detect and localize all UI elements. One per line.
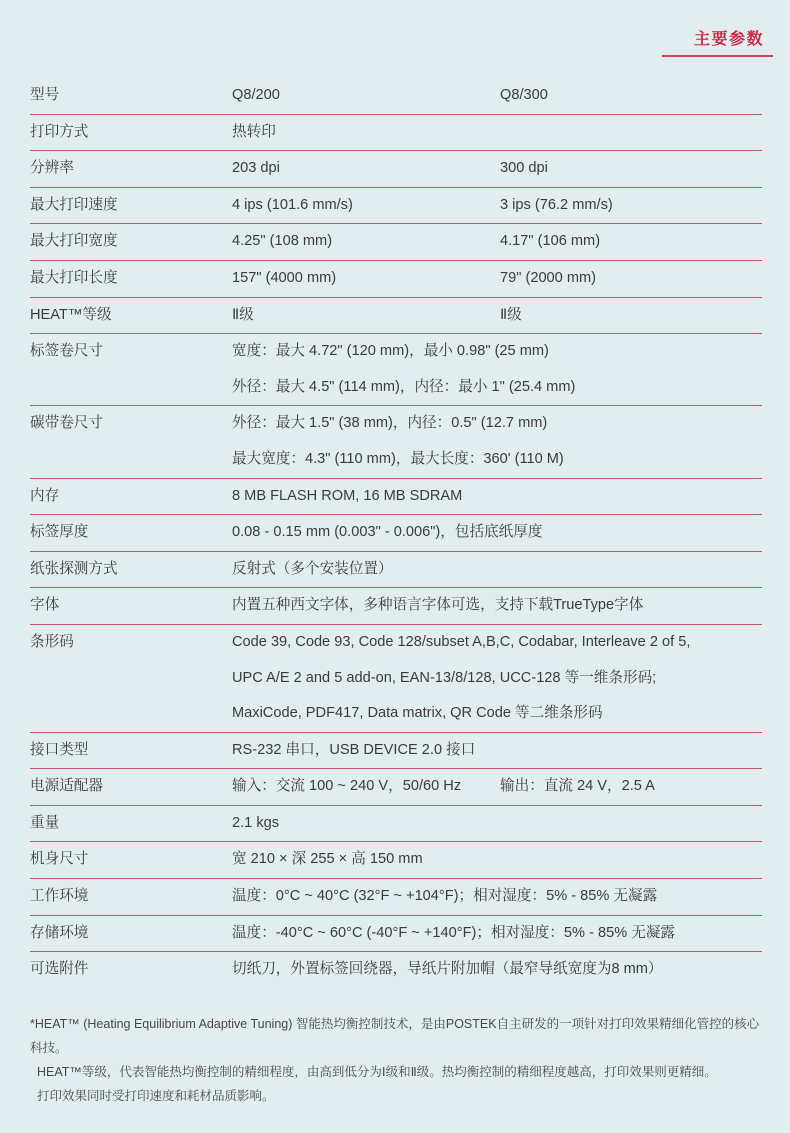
spec-row (30, 952, 762, 988)
spec-values (232, 552, 762, 588)
spec-values (232, 588, 762, 624)
spec-value-col1 (232, 952, 762, 988)
spec-value-line: 79" (2000 mm) (500, 269, 597, 286)
spec-label: 重量 (30, 814, 60, 831)
spec-row (30, 298, 762, 335)
spec-label: 分辨率 (30, 160, 74, 177)
page-title: 主要参数 (693, 31, 764, 48)
spec-value-line: 宽度：最大 4.72" (120 mm)，最小 0.98" (25 mm) (232, 343, 549, 360)
spec-values (232, 625, 762, 732)
spec-label: 条形码 (30, 633, 74, 650)
spec-row (30, 806, 762, 843)
footnote-line: HEAT™等级，代表智能热均衡控制的精细程度，由高到低分为Ⅰ级和Ⅱ级。热均衡控制的精细程度越高，打印效果则更精细。 (37, 1065, 717, 1079)
spec-values (232, 406, 762, 477)
spec-value-line: 反射式（多个安装位置） (232, 560, 393, 577)
spec-values (232, 151, 762, 187)
spec-row (30, 479, 762, 516)
spec-label: 最大打印长度 (30, 269, 118, 286)
spec-label: 最大打印速度 (30, 196, 118, 213)
spec-label: 标签厚度 (30, 524, 89, 541)
spec-value-col2 (500, 298, 762, 334)
spec-value-line: MaxiCode, PDF417, Data matrix, QR Code 等二维条形码 (232, 705, 603, 722)
spec-label: 碳带卷尺寸 (30, 415, 103, 432)
spec-value-line: 内置五种西文字体，多种语言字体可选，支持下载TrueType字体 (232, 597, 644, 614)
spec-value-line: 外径：最大 4.5" (114 mm)，内径：最小 1" (25.4 mm) (232, 378, 576, 395)
spec-value-line: 4 ips (101.6 mm/s) (232, 196, 353, 213)
spec-row (30, 842, 762, 879)
spec-values (232, 515, 762, 551)
spec-value-col2 (500, 78, 762, 114)
spec-value-line: Ⅱ级 (232, 306, 254, 323)
spec-row (30, 151, 762, 188)
spec-values (232, 78, 762, 114)
spec-label: 可选附件 (30, 961, 89, 978)
spec-value-col1 (232, 115, 762, 151)
spec-values (232, 479, 762, 515)
spec-value-line: 300 dpi (500, 160, 548, 177)
spec-value-col1 (232, 406, 762, 477)
spec-value-line: 4.25" (108 mm) (232, 233, 333, 250)
spec-value-line: Q8/200 (232, 87, 280, 103)
spec-row (30, 188, 762, 225)
spec-value-line: 宽 210 × 深 255 × 高 150 mm (232, 851, 423, 868)
spec-value-line: 温度：0°C ~ 40°C (32°F ~ +104°F)；相对湿度：5% - 85% 无凝露 (232, 888, 658, 905)
spec-value-line: Code 39, Code 93, Code 128/subset A,B,C, Codabar, Interleave 2 of 5, (232, 633, 691, 650)
spec-value-col1 (232, 479, 762, 515)
spec-value-line: 8 MB FLASH ROM, 16 MB SDRAM (232, 487, 463, 504)
spec-value-col1 (232, 769, 500, 805)
spec-value-col1 (232, 842, 762, 878)
spec-label: 型号 (30, 87, 60, 103)
spec-values (232, 879, 762, 915)
spec-label: 字体 (30, 597, 60, 614)
spec-values (232, 769, 762, 805)
spec-row (30, 769, 762, 806)
spec-values (232, 806, 762, 842)
spec-values (232, 298, 762, 334)
spec-value-line: UPC A/E 2 and 5 add-on, EAN-13/8/128, UCC-128 等一维条形码; (232, 669, 657, 686)
spec-values (232, 952, 762, 988)
spec-label: 存储环境 (30, 924, 89, 941)
spec-value-col1 (232, 625, 762, 732)
spec-row (30, 261, 762, 298)
spec-value-col1 (232, 261, 500, 297)
spec-label: 电源适配器 (30, 778, 103, 795)
spec-value-col1 (232, 588, 762, 624)
spec-value-col2 (500, 769, 762, 805)
spec-value-line: 203 dpi (232, 160, 280, 177)
spec-value-line: 157" (4000 mm) (232, 269, 337, 286)
spec-value-line: 外径：最大 1.5" (38 mm)，内径：0.5" (12.7 mm) (232, 415, 548, 432)
spec-label: 最大打印宽度 (30, 233, 118, 250)
footnotes (30, 1012, 770, 1108)
spec-label: 标签卷尺寸 (30, 343, 103, 360)
spec-value-col1 (232, 806, 762, 842)
spec-value-col2 (500, 224, 762, 260)
spec-values (232, 733, 762, 769)
spec-value-col1 (232, 151, 500, 187)
footnote-line: *HEAT™ (Heating Equilibrium Adaptive Tuning) 智能热均衡控制技术，是由POSTEK自主研发的一项针对打印效果精细化管控的核心科技。 (30, 1017, 760, 1055)
spec-value-line: 0.08 - 0.15 mm (0.003" - 0.006")，包括底纸厚度 (232, 524, 543, 541)
spec-value-col1 (232, 188, 500, 224)
spec-values (232, 188, 762, 224)
spec-value-line: 切纸刀，外置标签回绕器，导纸片附加帽（最窄导纸宽度为8 mm） (232, 961, 663, 978)
spec-row (30, 78, 762, 115)
spec-value-col1 (232, 733, 762, 769)
spec-label: 接口类型 (30, 741, 89, 758)
spec-label: 打印方式 (30, 123, 89, 140)
spec-row (30, 115, 762, 152)
spec-value-col1 (232, 78, 500, 114)
spec-value-line: 最大宽度：4.3" (110 mm)，最大长度：360' (110 M) (232, 450, 564, 467)
spec-row (30, 406, 762, 478)
spec-values (232, 916, 762, 952)
spec-row (30, 733, 762, 770)
spec-value-line: 3 ips (76.2 mm/s) (500, 196, 613, 213)
spec-table (30, 78, 762, 988)
spec-value-line: 温度：-40°C ~ 60°C (-40°F ~ +140°F)；相对湿度：5% - 85% 无凝露 (232, 924, 676, 941)
spec-row (30, 224, 762, 261)
spec-value-col1 (232, 916, 762, 952)
spec-value-col2 (500, 151, 762, 187)
spec-value-line: 热转印 (232, 123, 276, 140)
spec-value-col1 (232, 298, 500, 334)
spec-value-col1 (232, 515, 762, 551)
spec-values (232, 224, 762, 260)
spec-label: HEAT™等级 (30, 306, 112, 323)
spec-label: 工作环境 (30, 888, 89, 905)
spec-value-line: RS-232 串口，USB DEVICE 2.0 接口 (232, 741, 476, 758)
spec-row (30, 552, 762, 589)
spec-values (232, 115, 762, 151)
spec-value-line: 2.1 kgs (232, 814, 280, 831)
spec-value-line: 输入：交流 100 ~ 240 V，50/60 Hz (232, 778, 462, 795)
spec-row (30, 334, 762, 406)
spec-value-col1 (232, 334, 762, 405)
spec-label: 纸张探测方式 (30, 560, 118, 577)
spec-row (30, 916, 762, 953)
spec-value-line: 4.17" (106 mm) (500, 233, 601, 250)
footnote-line: 打印效果同时受打印速度和耗材品质影响。 (37, 1089, 275, 1103)
spec-value-col1 (232, 879, 762, 915)
spec-value-col1 (232, 552, 762, 588)
title-underline (662, 55, 773, 57)
spec-value-col2 (500, 261, 762, 297)
spec-values (232, 842, 762, 878)
spec-value-line: Q8/300 (500, 87, 548, 103)
spec-row (30, 515, 762, 552)
spec-row (30, 625, 762, 733)
spec-row (30, 588, 762, 625)
spec-values (232, 261, 762, 297)
spec-label: 内存 (30, 487, 60, 504)
spec-value-line: 输出：直流 24 V，2.5 A (500, 778, 655, 795)
spec-value-line: Ⅱ级 (500, 306, 522, 323)
spec-value-col1 (232, 224, 500, 260)
spec-label: 机身尺寸 (30, 851, 89, 868)
spec-values (232, 334, 762, 405)
spec-value-col2 (500, 188, 762, 224)
spec-row (30, 879, 762, 916)
